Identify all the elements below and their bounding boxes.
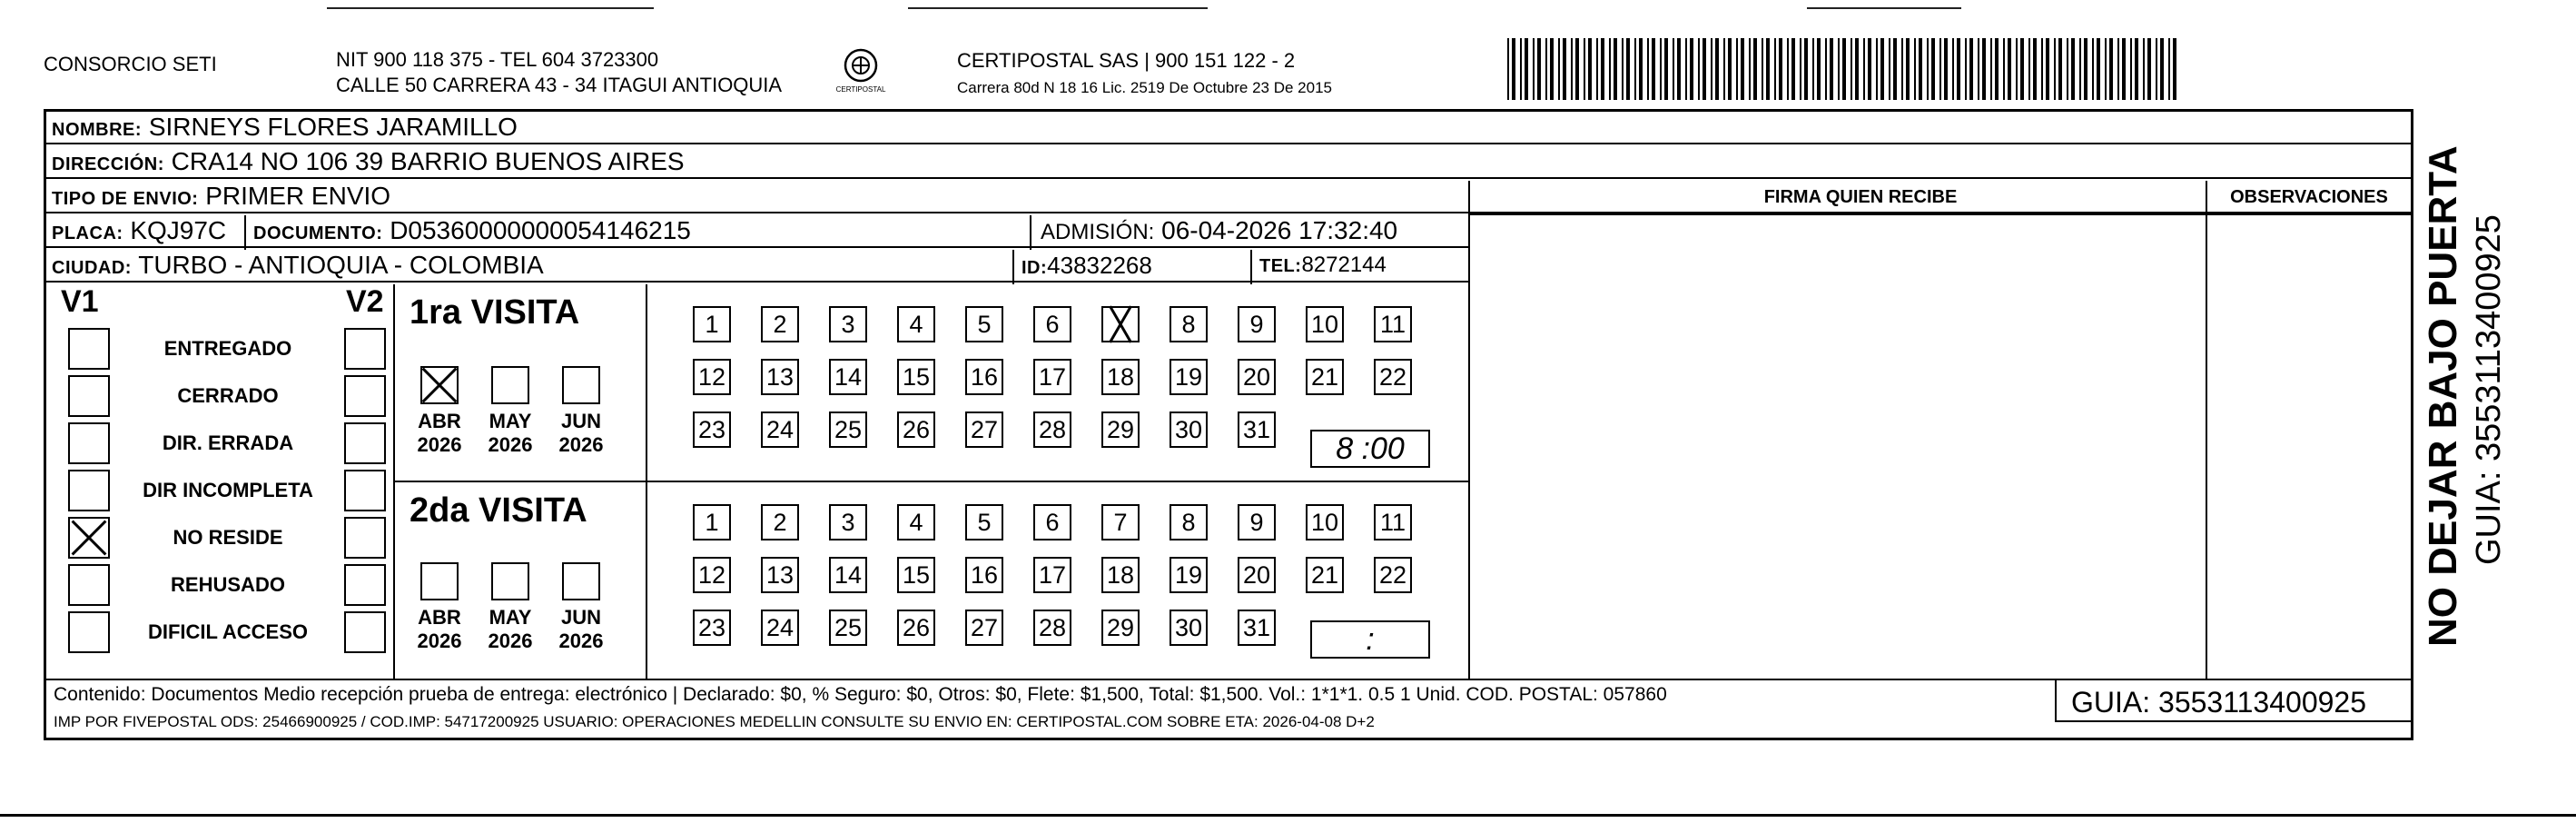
barcode-bar: [1525, 38, 1528, 100]
day-checkbox[interactable]: 27: [965, 610, 1003, 646]
barcode-bar: [1944, 38, 1948, 100]
day-checkbox[interactable]: 29: [1101, 610, 1140, 646]
day-checkbox[interactable]: 17: [1033, 557, 1071, 593]
barcode-bar: [1791, 38, 1795, 100]
barcode-bar: [1990, 38, 1992, 100]
admision-value: 06-04-2026 17:32:40: [1161, 216, 1398, 244]
ciudad-value: TURBO - ANTIOQUIA - COLOMBIA: [138, 251, 544, 279]
day-checkbox[interactable]: 3: [829, 306, 867, 342]
day-checkbox[interactable]: 20: [1238, 557, 1276, 593]
year-label: 2026: [417, 433, 462, 456]
day-checkbox[interactable]: 27: [965, 412, 1003, 448]
barcode-bar: [2143, 38, 2145, 100]
barcode-bar: [2156, 38, 2157, 100]
month-label: MAY: [489, 410, 532, 432]
top-rule-3: [1807, 7, 1961, 9]
barcode-bar: [1800, 38, 1801, 100]
day-checkbox[interactable]: 1: [693, 504, 731, 540]
day-checkbox[interactable]: [1101, 306, 1140, 342]
placa-value: KQJ97C: [130, 216, 227, 244]
day-checkbox[interactable]: 30: [1170, 412, 1208, 448]
sep-admision: [1030, 215, 1031, 250]
barcode-bar: [2067, 38, 2068, 100]
footer-imp-line: IMP POR FIVEPOSTAL ODS: 25466900925 / COD.IMP: 54717200925 USUARIO: OPERACIONES MEDELLIN CONSULTE SU ENVIO EN: CERTIPOSTAL.COM SOBRE ETA: 2026-04-08 D+2: [54, 713, 1375, 730]
month-label: JUN: [560, 410, 601, 432]
top-rule-1: [327, 7, 654, 9]
day-checkbox[interactable]: 10: [1306, 306, 1344, 342]
barcode-bar: [2033, 38, 2037, 100]
barcode-bar: [1673, 38, 1674, 100]
day-checkbox[interactable]: 16: [965, 359, 1003, 395]
month-label: MAY: [489, 606, 532, 629]
status-label: REHUSADO: [171, 573, 285, 596]
barcode-bar: [2054, 38, 2056, 100]
status-label: ENTREGADO: [163, 337, 292, 360]
barcode-bar: [1664, 38, 1668, 100]
documento-value: D05360000000054146215: [390, 216, 691, 244]
barcode-bar: [1969, 38, 1973, 100]
barcode-bar: [1914, 38, 1916, 100]
direccion-value: CRA14 NO 106 39 BARRIO BUENOS AIRES: [171, 147, 685, 175]
day-checkbox[interactable]: 19: [1170, 359, 1208, 395]
id-label: ID:: [1022, 258, 1048, 278]
day-checkbox[interactable]: 11: [1374, 306, 1412, 342]
barcode-bar: [1507, 38, 1509, 100]
barcode-bar: [1957, 38, 1960, 100]
barcode-bar: [2016, 38, 2018, 100]
barcode-bar: [1753, 38, 1757, 100]
barcode-bar: [1677, 38, 1681, 100]
day-checkbox[interactable]: 25: [829, 412, 867, 448]
status-label: CERRADO: [177, 384, 279, 407]
day-checkbox[interactable]: 5: [965, 306, 1003, 342]
barcode-bar: [1982, 38, 1986, 100]
day-checkbox[interactable]: 22: [1374, 359, 1412, 395]
sep-observaciones: [2206, 181, 2207, 679]
day-checkbox[interactable]: 21: [1306, 557, 1344, 593]
company-name: CONSORCIO SETI: [44, 53, 217, 75]
day-checkbox[interactable]: 9: [1238, 306, 1276, 342]
barcode-bar: [1533, 38, 1535, 100]
barcode-bar: [1965, 38, 1967, 100]
barcode-bar: [2117, 38, 2119, 100]
day-checkbox[interactable]: 19: [1170, 557, 1208, 593]
documento-label: DOCUMENTO:: [253, 223, 383, 243]
barcode-bar: [2020, 38, 2024, 100]
status-label: DIFICIL ACCESO: [147, 620, 308, 643]
admision-label: ADMISIÓN:: [1041, 220, 1155, 244]
status-label: NO RESIDE: [173, 526, 283, 549]
barcode-bar: [1906, 38, 1910, 100]
barcode-bar: [1978, 38, 1979, 100]
barcode-bar: [1703, 38, 1706, 100]
barcode-bar: [1571, 38, 1573, 100]
month-checkbox[interactable]: [562, 366, 600, 404]
day-checkbox[interactable]: 7: [1101, 504, 1140, 540]
barcode-bar: [2079, 38, 2081, 100]
barcode-bar: [2071, 38, 2075, 100]
barcode-bar: [1749, 38, 1751, 100]
barcode-bar: [1520, 38, 1522, 100]
year-label: 2026: [558, 630, 604, 652]
barcode-bar: [1863, 38, 1865, 100]
day-checkbox[interactable]: 8: [1170, 504, 1208, 540]
barcode-bar: [2122, 38, 2126, 100]
placa-label: PLACA:: [52, 223, 123, 243]
day-checkbox[interactable]: 21: [1306, 359, 1344, 395]
sep-guia-bottom: [2055, 720, 2411, 722]
admision-cell: [1031, 215, 1397, 248]
barcode-bar: [1830, 38, 1833, 100]
day-checkbox[interactable]: 8: [1170, 306, 1208, 342]
firma-header: FIRMA QUIEN RECIBE: [1763, 187, 1958, 207]
day-checkbox[interactable]: 31: [1238, 610, 1276, 646]
day-checkbox[interactable]: 30: [1170, 610, 1208, 646]
barcode-bar: [1931, 38, 1935, 100]
barcode-bar: [1660, 38, 1662, 100]
barcode-bar: [1634, 38, 1636, 100]
day-checkbox[interactable]: 18: [1101, 557, 1140, 593]
year-label: 2026: [558, 433, 604, 456]
barcode-bar: [1639, 38, 1643, 100]
barcode-bar: [1812, 38, 1814, 100]
day-checkbox[interactable]: 4: [897, 504, 935, 540]
barcode-bar: [1880, 38, 1884, 100]
barcode-bar: [1893, 38, 1897, 100]
year-label: 2026: [417, 630, 462, 652]
barcode-bar: [1995, 38, 1999, 100]
footer-contenido: Contenido: Documentos Medio recepción prueba de entrega: electrónico | Declarado: $0, % Seguro: $0, Otros: $0, Flete: $1,500, Total: $1,500. Vol.: 1*1*1. 0.5 1 Unid. COD. POSTAL: 057860: [54, 684, 1667, 705]
top-rule-2: [908, 7, 1208, 9]
month-checkbox[interactable]: [491, 562, 529, 600]
month-checkbox[interactable]: [562, 562, 600, 600]
sep-id: [1012, 250, 1014, 284]
sep-guia: [2055, 679, 2057, 722]
day-checkbox[interactable]: 12: [693, 359, 731, 395]
footer-guia-box: GUIA: 3553113400925: [2071, 686, 2366, 719]
visit2-title: 2da VISITA: [410, 491, 587, 530]
barcode-bar: [1537, 38, 1541, 100]
month-checkbox[interactable]: [420, 562, 459, 600]
day-checkbox[interactable]: 10: [1306, 504, 1344, 540]
barcode-bar: [1762, 38, 1763, 100]
day-checkbox[interactable]: 18: [1101, 359, 1140, 395]
day-checkbox[interactable]: 31: [1238, 412, 1276, 448]
barcode-bar: [2028, 38, 2030, 100]
barcode-bar: [1855, 38, 1859, 100]
day-checkbox[interactable]: 28: [1033, 412, 1071, 448]
barcode-bar: [1715, 38, 1719, 100]
day-checkbox[interactable]: 28: [1033, 610, 1071, 646]
tipo-value: PRIMER ENVIO: [205, 182, 391, 210]
day-checkbox[interactable]: 26: [897, 412, 935, 448]
barcode-bar: [2003, 38, 2005, 100]
day-checkbox[interactable]: 13: [761, 359, 799, 395]
barcode-bar: [1575, 38, 1579, 100]
barcode-bar: [1889, 38, 1890, 100]
day-checkbox[interactable]: 15: [897, 557, 935, 593]
visit2-time[interactable]: :: [1310, 620, 1430, 659]
day-checkbox[interactable]: 20: [1238, 359, 1276, 395]
barcode-bar: [1728, 38, 1732, 100]
day-checkbox[interactable]: 16: [965, 557, 1003, 593]
visit1-title: 1ra VISITA: [410, 293, 580, 332]
barcode-bar: [1588, 38, 1592, 100]
day-checkbox[interactable]: 15: [897, 359, 935, 395]
barcode-bar: [1868, 38, 1871, 100]
barcode-bar: [2147, 38, 2151, 100]
bottom-rule: [0, 814, 2576, 817]
barcode-bar: [1876, 38, 1878, 100]
barcode-bar: [1647, 38, 1649, 100]
barcode-bar: [1596, 38, 1598, 100]
barcode-bar: [1685, 38, 1687, 100]
barcode: [1507, 38, 2179, 100]
barcode-bar: [1952, 38, 1954, 100]
sep-firma: [1468, 181, 1470, 679]
year-label: 2026: [488, 433, 533, 456]
status-label: DIR INCOMPLETA: [143, 479, 313, 501]
day-checkbox[interactable]: 5: [965, 504, 1003, 540]
barcode-bar: [1766, 38, 1770, 100]
barcode-bar: [1698, 38, 1700, 100]
day-checkbox[interactable]: 14: [829, 359, 867, 395]
barcode-bar: [1711, 38, 1712, 100]
status-label: DIR. ERRADA: [162, 431, 294, 454]
visit1-time[interactable]: 8 :00: [1310, 430, 1430, 468]
barcode-bar: [2097, 38, 2100, 100]
shipping-form: [44, 109, 2413, 740]
direccion-row: [46, 146, 2411, 179]
day-checkbox[interactable]: 6: [1033, 504, 1071, 540]
barcode-bar: [2105, 38, 2107, 100]
day-checkbox[interactable]: 12: [693, 557, 731, 593]
day-checkbox[interactable]: 24: [761, 610, 799, 646]
v2-header: V2: [346, 284, 384, 319]
v1-header: V1: [61, 284, 99, 319]
direccion-label: DIRECCIÓN:: [52, 154, 164, 174]
barcode-bar: [1927, 38, 1929, 100]
day-checkbox[interactable]: 17: [1033, 359, 1071, 395]
day-checkbox[interactable]: 14: [829, 557, 867, 593]
day-checkbox[interactable]: 25: [829, 610, 867, 646]
barcode-bar: [2109, 38, 2113, 100]
day-checkbox[interactable]: 2: [761, 306, 799, 342]
barcode-bar: [2173, 38, 2176, 100]
sep-tel: [1250, 250, 1252, 284]
sep-col-headers: [1468, 213, 2413, 215]
barcode-bar: [1622, 38, 1624, 100]
barcode-bar: [2008, 38, 2011, 100]
barcode-bar: [2041, 38, 2043, 100]
ciudad-label: CIUDAD:: [52, 258, 132, 278]
barcode-bar: [1939, 38, 1941, 100]
month-checkbox[interactable]: [420, 366, 459, 404]
barcode-bar: [1804, 38, 1808, 100]
barcode-bar: [2160, 38, 2164, 100]
month-label: JUN: [560, 606, 601, 629]
barcode-bar: [1609, 38, 1611, 100]
barcode-bar: [1723, 38, 1725, 100]
carrier-address: Carrera 80d N 18 16 Lic. 2519 De Octubre 23 De 2015: [957, 79, 1332, 96]
barcode-bar: [2130, 38, 2132, 100]
day-checkbox[interactable]: 22: [1374, 557, 1412, 593]
address-line: CALLE 50 CARRERA 43 - 34 ITAGUI ANTIOQUIA: [336, 74, 783, 96]
year-label: 2026: [488, 630, 533, 652]
barcode-bar: [1779, 38, 1782, 100]
sep-placa: [244, 215, 246, 250]
day-checkbox[interactable]: 2: [761, 504, 799, 540]
documento-cell: [246, 215, 691, 248]
barcode-bar: [1545, 38, 1547, 100]
barcode-bar: [1614, 38, 1617, 100]
day-checkbox[interactable]: 23: [693, 412, 731, 448]
barcode-bar: [1601, 38, 1604, 100]
barcode-bar: [1512, 38, 1515, 100]
nit-line: NIT 900 118 375 - TEL 604 3723300: [336, 48, 659, 71]
tel-cell: [1252, 250, 1387, 283]
day-checkbox[interactable]: 23: [693, 610, 731, 646]
barcode-bar: [1626, 38, 1630, 100]
barcode-bar: [1851, 38, 1852, 100]
barcode-bar: [1838, 38, 1840, 100]
barcode-bar: [2046, 38, 2049, 100]
nombre-value: SIRNEYS FLORES JARAMILLO: [148, 113, 518, 141]
barcode-bar: [1817, 38, 1821, 100]
barcode-bar: [1558, 38, 1560, 100]
barcode-bar: [1550, 38, 1554, 100]
day-checkbox[interactable]: 11: [1374, 504, 1412, 540]
tel-label: TEL:: [1259, 256, 1302, 276]
barcode-bar: [1919, 38, 1922, 100]
barcode-bar: [1652, 38, 1655, 100]
nombre-row: [46, 112, 2411, 144]
sep-visits: [393, 481, 1468, 482]
barcode-bar: [2058, 38, 2062, 100]
barcode-bar: [2135, 38, 2138, 100]
nombre-label: NOMBRE:: [52, 120, 143, 140]
barcode-bar: [2084, 38, 2087, 100]
barcode-bar: [2092, 38, 2094, 100]
observaciones-header: OBSERVACIONES: [2230, 187, 2388, 207]
barcode-bar: [1774, 38, 1776, 100]
barcode-bar: [1690, 38, 1693, 100]
day-checkbox[interactable]: 24: [761, 412, 799, 448]
id-cell: [1014, 250, 1152, 283]
barcode-bar: [1901, 38, 1903, 100]
day-checkbox[interactable]: 26: [897, 610, 935, 646]
barcode-bar: [1825, 38, 1827, 100]
month-label: ABR: [418, 606, 461, 629]
side-warning: NO DEJAR BAJO PUERTA: [2421, 145, 2465, 647]
barcode-bar: [1741, 38, 1744, 100]
day-checkbox[interactable]: 1: [693, 306, 731, 342]
day-checkbox[interactable]: 3: [829, 504, 867, 540]
barcode-bar: [2168, 38, 2170, 100]
carrier-line: CERTIPOSTAL SAS | 900 151 122 - 2: [957, 49, 1296, 72]
day-checkbox[interactable]: 4: [897, 306, 935, 342]
side-guia: GUIA: 3553113400925: [2470, 214, 2508, 565]
barcode-bar: [1842, 38, 1846, 100]
day-checkbox[interactable]: 9: [1238, 504, 1276, 540]
barcode-bar: [1787, 38, 1789, 100]
barcode-bar: [1584, 38, 1585, 100]
day-checkbox[interactable]: 6: [1033, 306, 1071, 342]
barcode-bar: [1563, 38, 1566, 100]
day-checkbox[interactable]: 29: [1101, 412, 1140, 448]
certipostal-logo: [834, 45, 888, 104]
tel-value: 8272144: [1301, 253, 1387, 277]
barcode-bar: [1736, 38, 1738, 100]
month-checkbox[interactable]: [491, 366, 529, 404]
id-value: 43832268: [1047, 252, 1152, 279]
month-label: ABR: [418, 410, 461, 432]
tipo-label: TIPO DE ENVIO:: [52, 189, 199, 209]
logo-text: CERTIPOSTAL: [835, 85, 886, 94]
day-checkbox[interactable]: 13: [761, 557, 799, 593]
